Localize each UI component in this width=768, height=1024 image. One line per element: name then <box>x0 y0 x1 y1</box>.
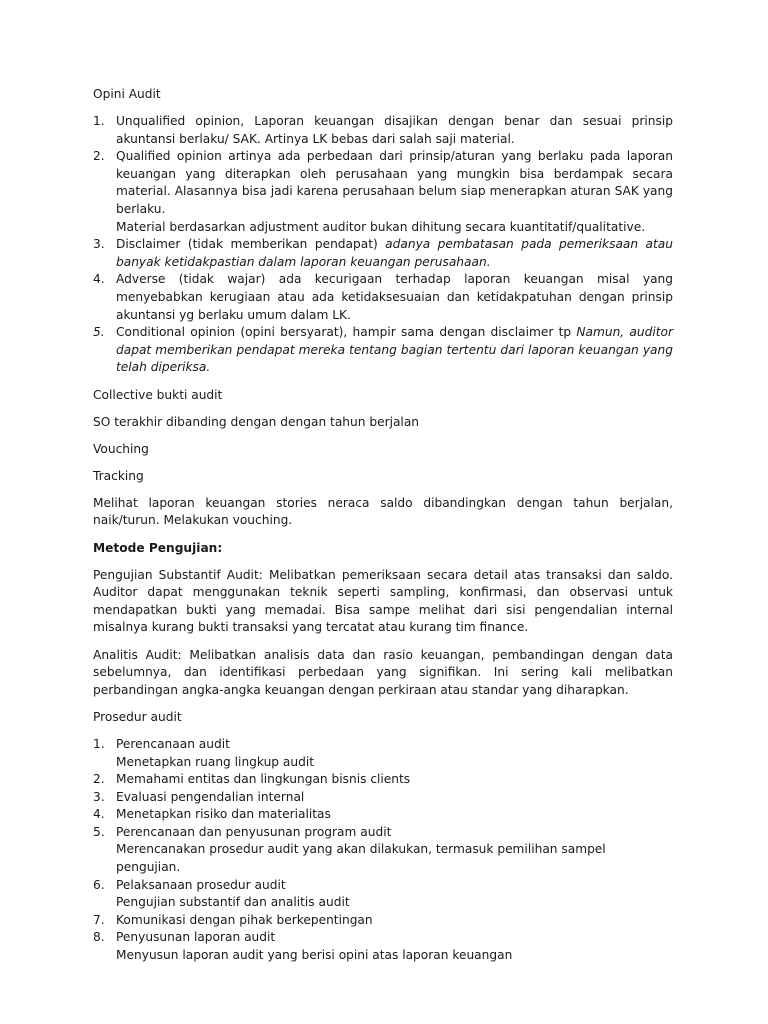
prosedur-list <box>93 736 673 965</box>
opinion-item-2 <box>93 148 673 236</box>
list-number: 1. <box>93 114 105 129</box>
prosedur-item-5 <box>93 824 673 877</box>
paragraph-so: SO terakhir dibanding dengan dengan tahun berjalan <box>93 414 420 429</box>
list-number: 3. <box>93 789 105 804</box>
list-text: Perencanaan dan penyusunan program audit <box>116 824 392 839</box>
list-text: Disclaimer (tidak memberikan pendapat) <box>116 237 378 252</box>
prosedur-item-8 <box>93 929 673 964</box>
paragraph-substantif: Pengujian Substantif Audit: Melibatkan pemeriksaan secara detail atas transaksi dan saldo. Auditor dapat menggunakan teknik seperti sampling, konfirmasi, dan observasi untuk mendapatkan bukti yang memadai. Bisa sampe melihat dari sisi pengendalian internal misalnya kurang bukti transaksi yang tercatat atau kurang tim finance. <box>93 567 673 635</box>
prosedur-item-7 <box>93 912 673 930</box>
list-text: Pelaksanaan prosedur audit <box>116 877 286 892</box>
list-text: Adverse (tidak wajar) ada kecurigaan terhadap laporan keuangan misal yang menyebabkan kerugiaan atau ada ketidaksesuaian dan ketidakpatuhan dengan prinsip akuntansi yg berlaku umum dalam LK. <box>116 272 673 322</box>
list-text: Penyusunan laporan audit <box>116 930 276 945</box>
list-text-wrap <box>116 324 673 377</box>
list-number: 4. <box>93 272 105 287</box>
list-text: Evaluasi pengendalian internal <box>116 789 305 804</box>
list-text: Qualified opinion artinya ada perbedaan dari prinsip/aturan yang berlaku pada laporan keuangan yang diterapkan oleh perusahaan yang mungkin bisa berdampak secara material. Alasannya bisa jadi karena perusahaan belum siap menerapkan aturan SAK yang berlaku. <box>116 149 673 217</box>
list-extra-text: Material berdasarkan adjustment auditor bukan dihitung secara kuantitatif/qualitative. <box>116 219 646 234</box>
list-number: 1. <box>93 736 105 751</box>
list-extra-text: Menyusun laporan audit yang berisi opini atas laporan keuangan <box>116 948 513 963</box>
paragraph-melihat: Melihat laporan keuangan stories neraca saldo dibandingkan dengan tahun berjalan, naik/turun. Melakukan vouching. <box>93 495 673 528</box>
list-extra-text: Merencanakan prosedur audit yang akan dilakukan, termasuk pemilihan sampel pengujian. <box>116 842 606 875</box>
list-number: 3. <box>93 237 105 252</box>
opinion-item-4 <box>93 271 673 324</box>
prosedur-item-1 <box>93 736 673 771</box>
list-number: 4. <box>93 807 105 822</box>
opinion-item-5 <box>93 324 673 377</box>
list-number: 2. <box>93 772 105 787</box>
list-text-wrap <box>116 236 673 271</box>
paragraph-collective: Collective bukti audit <box>93 387 223 402</box>
list-number: 8. <box>93 930 105 945</box>
heading-prosedur: Prosedur audit <box>93 709 182 724</box>
paragraph-vouching: Vouching <box>93 441 149 456</box>
list-italic-text: Namun, auditor dapat memberikan pendapat mereka tentang bagian tertentu dari laporan keuangan yang telah diperiksa. <box>116 325 673 375</box>
list-text: Komunikasi dengan pihak berkepentingan <box>116 912 373 927</box>
document-body <box>93 86 673 974</box>
list-number: 5. <box>93 325 105 340</box>
opinion-item-1 <box>93 113 673 148</box>
list-text: Menetapkan risiko dan materialitas <box>116 807 331 822</box>
list-extra-text: Menetapkan ruang lingkup audit <box>116 754 315 769</box>
prosedur-item-4 <box>93 806 673 824</box>
list-text: Memahami entitas dan lingkungan bisnis clients <box>116 772 411 787</box>
list-text: Perencanaan audit <box>116 736 230 751</box>
list-number: 6. <box>93 877 105 892</box>
opinion-item-3 <box>93 236 673 271</box>
section-title-opini: Opini Audit <box>93 87 161 101</box>
list-italic-text: adanya pembatasan pada pemeriksaan atau banyak ketidakpastian dalam laporan keuangan perusahaan. <box>116 237 673 269</box>
opinion-list <box>93 113 673 377</box>
list-number: 2. <box>93 149 105 164</box>
prosedur-item-3 <box>93 789 673 807</box>
paragraph-analitis: Analitis Audit: Melibatkan analisis data dan rasio keuangan, pembandingan dengan data sebelumnya, dan identifikasi perbedaan yang signifikan. Ini sering kali melibatkan perbandingan angka-angka keuangan dengan perkiraan atau standar yang diharapkan. <box>93 647 673 697</box>
heading-metode: Metode Pengujian: <box>93 540 223 555</box>
prosedur-item-6 <box>93 877 673 912</box>
list-extra-text: Pengujian substantif dan analitis audit <box>116 895 350 910</box>
list-text: Unqualified opinion, Laporan keuangan disajikan dengan benar dan sesuai prinsip akuntansi berlaku/ SAK. Artinya LK bebas dari salah saji material. <box>116 114 673 146</box>
list-number: 7. <box>93 912 105 927</box>
paragraph-tracking: Tracking <box>93 468 144 483</box>
list-number: 5. <box>93 824 105 839</box>
list-text: Conditional opinion (opini bersyarat), hampir sama dengan disclaimer tp <box>116 325 577 340</box>
prosedur-item-2 <box>93 771 673 789</box>
